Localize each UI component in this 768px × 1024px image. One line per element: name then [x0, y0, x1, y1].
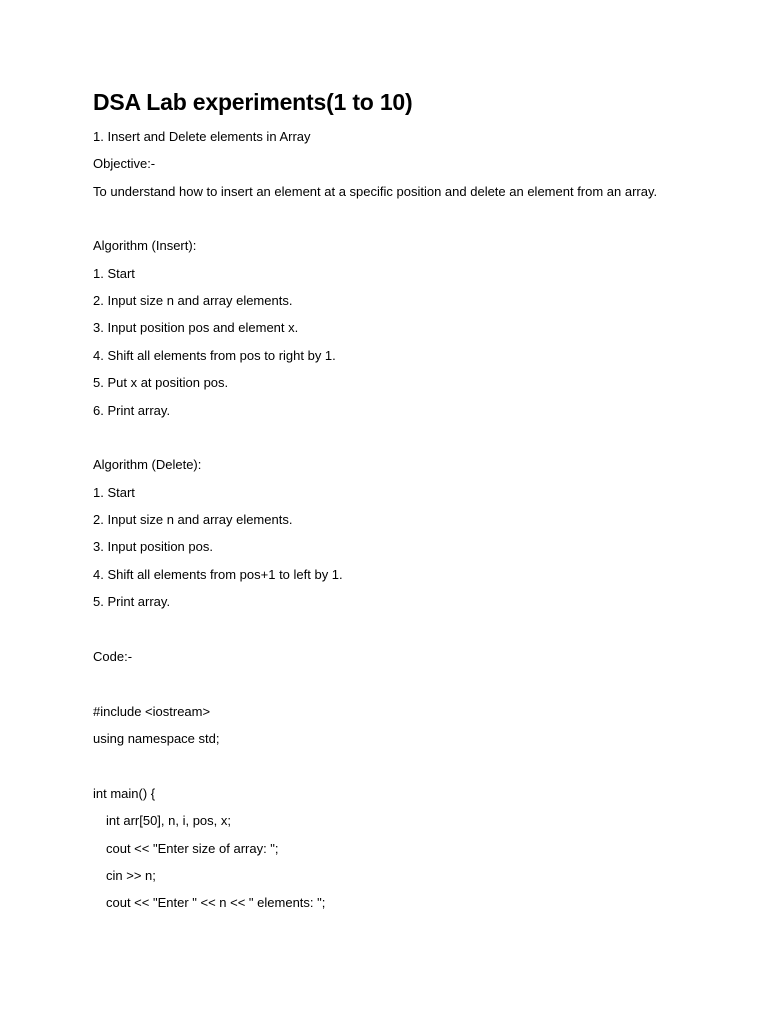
- delete-step: 4. Shift all elements from pos+1 to left by 1.: [93, 567, 343, 582]
- code-label: Code:-: [93, 649, 133, 664]
- objective-label: Objective:-: [93, 156, 156, 171]
- insert-step: 2. Input size n and array elements.: [93, 293, 293, 308]
- insert-step: 1. Start: [93, 266, 135, 281]
- objective-text: To understand how to insert an element at a specific position and delete an element from an array.: [93, 184, 658, 199]
- code-line: int main() {: [93, 786, 156, 801]
- insert-step: 4. Shift all elements from pos to right by 1.: [93, 348, 336, 363]
- code-line: using namespace std;: [93, 731, 220, 746]
- insert-step: 3. Input position pos and element x.: [93, 320, 299, 335]
- document-title: DSA Lab experiments(1 to 10): [93, 89, 413, 115]
- delete-step: 2. Input size n and array elements.: [93, 512, 293, 527]
- code-line: cout << "Enter size of array: ";: [106, 841, 279, 856]
- delete-algorithm-heading: Algorithm (Delete):: [93, 457, 202, 472]
- code-line: cout << "Enter " << n << " elements: ";: [106, 895, 326, 910]
- code-line: cin >> n;: [106, 868, 156, 883]
- insert-step: 5. Put x at position pos.: [93, 375, 229, 390]
- insert-step: 6. Print array.: [93, 403, 171, 418]
- delete-step: 5. Print array.: [93, 594, 171, 609]
- insert-algorithm-heading: Algorithm (Insert):: [93, 238, 197, 253]
- section-heading: 1. Insert and Delete elements in Array: [93, 129, 311, 144]
- code-line: int arr[50], n, i, pos, x;: [106, 813, 231, 828]
- code-line: #include <iostream>: [93, 704, 211, 719]
- delete-step: 3. Input position pos.: [93, 539, 213, 554]
- delete-step: 1. Start: [93, 485, 135, 500]
